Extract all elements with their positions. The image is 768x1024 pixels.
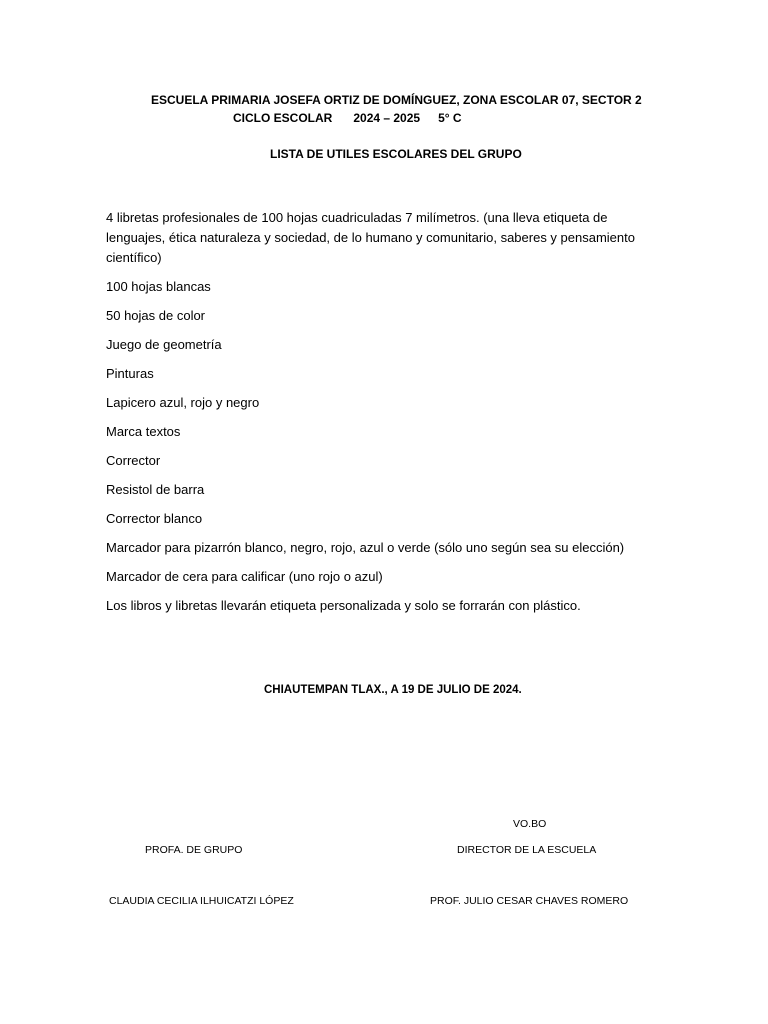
list-item: Los libros y libretas llevarán etiqueta personalizada y solo se forrarán con plástico. (106, 598, 581, 613)
list-item: 50 hojas de color (106, 308, 206, 323)
vobo-label: VO.BO (513, 818, 547, 830)
list-item: Pinturas (106, 366, 154, 381)
list-item: Lapicero azul, rojo y negro (106, 395, 260, 410)
school-cycle-line (233, 111, 462, 125)
list-item: Juego de geometría (106, 337, 222, 352)
cycle-label: CICLO ESCOLAR (233, 111, 333, 125)
teacher-role-label: PROFA. DE GRUPO (145, 844, 243, 856)
director-name: PROF. JULIO CESAR CHAVES ROMERO (430, 895, 629, 907)
list-item: Corrector blanco (106, 511, 203, 526)
list-item: Marcador para pizarrón blanco, negro, rojo, azul o verde (sólo uno según sea su elección) (106, 540, 625, 555)
list-item: Corrector (106, 453, 161, 468)
place-and-date: CHIAUTEMPAN TLAX., A 19 DE JULIO DE 2024. (264, 684, 522, 696)
cycle-years: 2024 – 2025 (353, 111, 421, 125)
list-item: Marcador de cera para calificar (uno rojo o azul) (106, 569, 383, 584)
supply-list (106, 208, 666, 625)
list-item: Marca textos (106, 424, 181, 439)
list-title: LISTA DE UTILES ESCOLARES DEL GRUPO (270, 147, 522, 161)
teacher-name: CLAUDIA CECILIA ILHUICATZI LÓPEZ (109, 895, 294, 907)
grade-group: 5° C (438, 111, 462, 125)
list-item: 100 hojas blancas (106, 279, 211, 294)
director-role-label: DIRECTOR DE LA ESCUELA (457, 844, 597, 856)
list-item: Resistol de barra (106, 482, 205, 497)
list-item: 4 libretas profesionales de 100 hojas cuadriculadas 7 milímetros. (una lleva etiqueta de lenguajes, ética naturaleza y sociedad, de lo humano y comunitario, saberes y pensamiento científico) (106, 210, 635, 265)
school-name-heading: ESCUELA PRIMARIA JOSEFA ORTIZ DE DOMÍNGUEZ, ZONA ESCOLAR 07, SECTOR 2 (151, 93, 642, 107)
